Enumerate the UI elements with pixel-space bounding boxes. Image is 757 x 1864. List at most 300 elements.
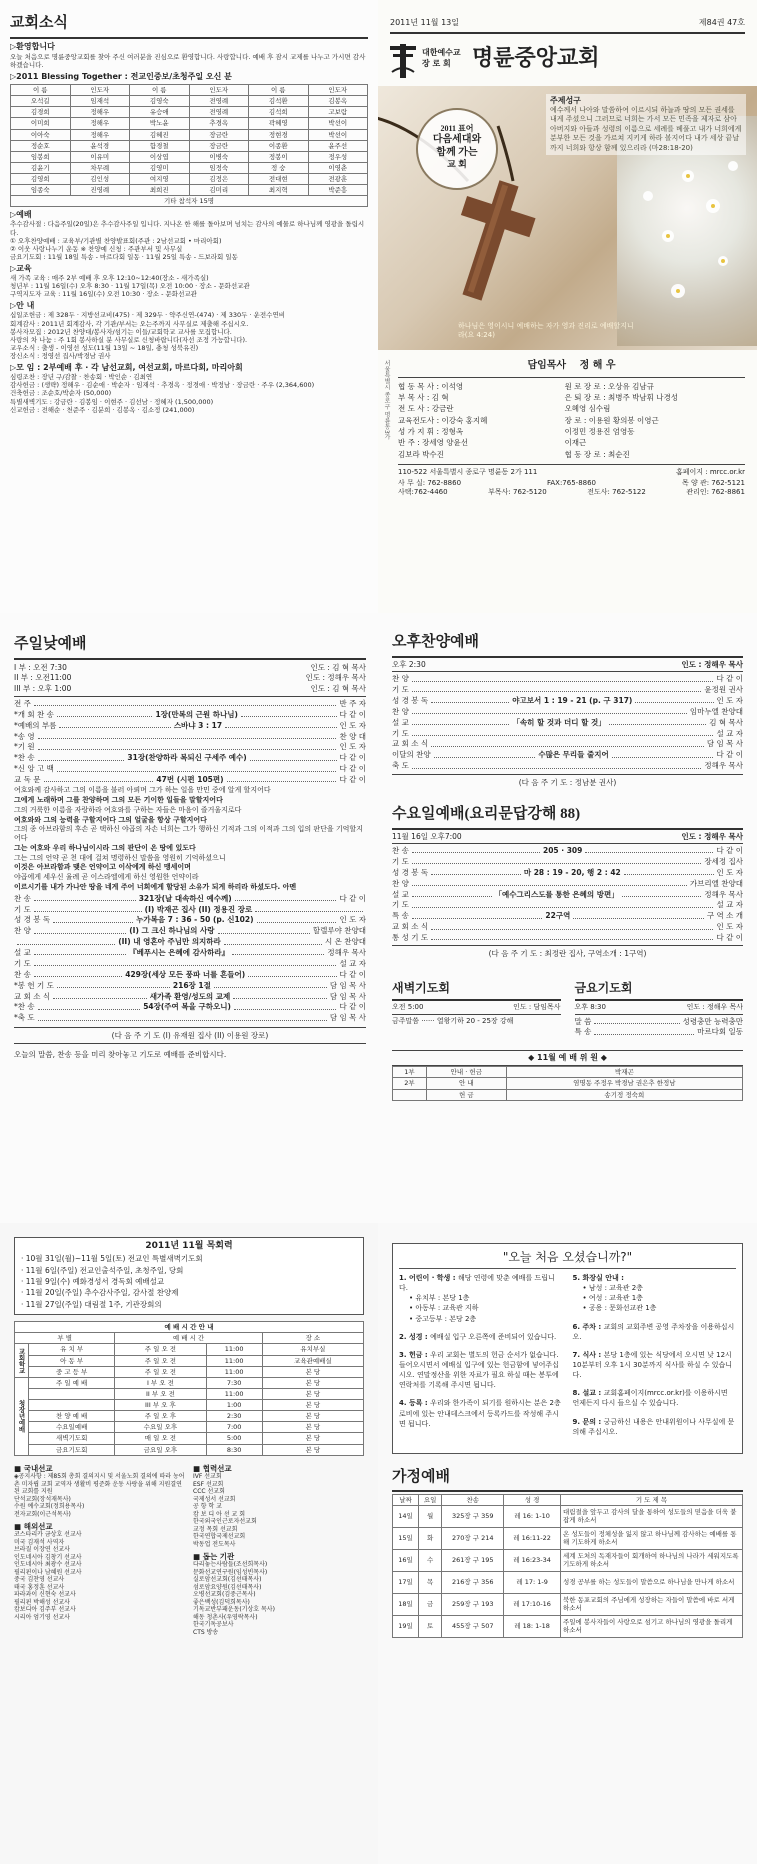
sunday-order-item-dots [59,727,170,728]
sunday-order2-item-label: *봉 헌 기 도 [14,980,54,990]
blessing-cell: 김미리 [189,185,249,196]
schedule-cell: 교육관예배실 [262,1355,363,1366]
blessing-table-header [11,85,368,96]
blessing-row [11,118,368,129]
sunday-order-item-label: *송 영 [14,731,35,741]
staff-right: 오혜영 심수림 [564,404,611,414]
blessing-row [11,96,368,107]
friday-title: 금요기도회 [574,980,633,995]
family-cell: 261장 구 195 [442,1549,504,1571]
afternoon-order-item-label: 찬 양 [392,674,409,684]
committee-cell: 박재곤 [506,1067,742,1078]
family-worship-table [392,1494,743,1638]
sunday-order2-item [14,959,366,968]
mission-item: 필리핀이나 남혜원 선교사 [14,1568,82,1576]
schedule-cell: 5:00 [206,1433,262,1444]
blessing-cell: 김혜진 [130,129,190,140]
family-cell: 455장 구 507 [442,1615,504,1637]
agency-title: ■ 돕는 기관 [193,1552,235,1561]
dawn-note: 금주말씀 ······ 열왕기하 20 - 25장 강해 [392,1016,514,1025]
meeting-item: 심령조찬 : 장년 구/감찰 · 찬송회 · 박인순 · 김최연 [10,373,153,382]
committee-cell: 안내 · 헌금 [426,1067,506,1078]
sunday-order2-item-person: 담 임 목 사 [329,991,367,1001]
calendar-panel [0,1223,378,1864]
wednesday-order-item-person: 인 도 자 [716,867,744,877]
sunday-order2-item-person: 할렐루야 찬양대 [312,926,366,936]
wednesday-next-prayer: (다 음 주 기 도 : 최정란 집사, 구역소개 : 1구역) [488,949,647,959]
mission-item: 코스타리카 금상호 선교사 [14,1531,82,1539]
first-visit-bullet: • 중고등부 : 본당 2층 [409,1314,477,1323]
first-visit-item-head: 4. 등록 : [399,1399,431,1408]
schedule-cell: III 부 오 후 [115,1400,206,1411]
agency-item: 오병선교회(김중근목사) [193,1591,256,1599]
mission-item: 인도네시아 김창기 선교사 [14,1553,82,1561]
blessing-cell: 최희진 [130,185,190,196]
sunday-order-item [14,710,366,719]
wednesday-order [392,846,743,942]
contact-item: 전도사: 762-5122 [587,487,646,496]
staff-left: 반 주 : 장세영 양윤선 [398,438,469,448]
sunday-order-item-content: 47번 (시편 105편) [156,775,224,784]
blessing-cell: 여지영 [130,174,190,185]
cover-date: 2011년 11월 13일 [390,18,459,27]
meeting-item: 특별새벽기도 : 강금란 · 김봉임 · 이현주 · 김선남 · 정혜자 (1,500,000) [10,397,214,406]
sunday-order2-item-dots [34,965,337,966]
afternoon-order-item-dots2 [609,724,707,725]
blessing-cell: 장금란 [189,140,249,151]
sunday-order-item [14,753,366,762]
mission-item: 미국 김재석 사역자 [14,1538,65,1546]
sunday-order2-item [14,1002,366,1011]
schedule-cell: 주 일 오 전 [115,1355,206,1366]
blessing-cell: 정현경 [249,129,309,140]
sunday-order2-item-dots [53,998,147,999]
blessing-cell: 김윤기 [11,162,71,173]
sunday-order2-item-content: (II) 내 영혼아 주님만 의지하라 [118,937,221,947]
worship-item: 금요기도회 : 11월 18일 특송 - 마르다회 일동 · 11월 25일 특송 - 드보라회 일동 [10,252,238,261]
wednesday-order-item-label: 기 도 [392,900,409,910]
committee-cell: 1부 [393,1067,427,1078]
responsive-line: 그의 종 아브라함의 후손 곧 택하신 야곱의 자손 너희는 그가 행하신 기적과 그의 이적과 그의 입의 판단을 기억할지어다 [14,825,363,843]
afternoon-worship-panel [378,613,757,1223]
wednesday-order-item-person: 가브리엘 찬양대 [689,878,743,888]
afternoon-order-item [392,750,743,759]
family-cell: 온 성도들이 정체성을 잃지 않고 하나님께 감사하는 예배를 통해 기도하게 하소서 [561,1527,743,1549]
sunday-order2-item-dots [34,911,142,912]
schedule-cell: II 부 오 전 [115,1388,206,1399]
family-worship-title: 가정예배 [392,1468,450,1485]
friday-divider [575,999,744,1001]
domestic-item: ◈공지사항 : 제85회 총회 결의지시 및 서울노회 결의에 따라 농어촌 미자립 교회 교역자 생활비 평준화 운동 사랑을 위해 지원결연된 교회를 지원 [14,1473,185,1495]
sunday-order2-item-dots [34,933,126,934]
family-header-cell: 성 경 [504,1494,561,1505]
wednesday-order-item [392,922,743,931]
calendar-item: · 11월 9일(수) 예화경성서 경독회 예배설교 [21,1277,165,1286]
committee-cell: 염명동 주정우 박경남 권은추 한정남 [506,1078,742,1089]
blessing-cell: 김경희 [11,107,71,118]
sunday-order-item-dots [38,749,337,750]
news-title: 교회소식 [10,15,68,31]
schedule-title: 예 배 시 간 안 내 [15,1322,364,1333]
afternoon-order-item-dots [431,702,509,703]
schedule-header-cell: 예 배 시 간 [115,1333,262,1344]
afternoon-order-item-label: 성 경 봉 독 [392,695,429,705]
agency-item: 한국기독공보사 [193,1621,234,1629]
first-visit-item [399,1273,563,1324]
staff-row [398,382,745,391]
blessing-cell: 정 숭 [249,162,309,173]
blessing-row [11,162,368,173]
first-visit-bullet: • 유치부 : 본당 1층 [409,1294,470,1303]
sunday-order-item-dots2 [227,781,337,782]
mission-item: 시리아 엄기영 선교사 [14,1613,70,1621]
afternoon-order-item-label: 축 도 [392,761,409,771]
afternoon-order-item-label: 기 도 [392,728,409,738]
calendar-item: · 10월 31일(월)~11월 5일(토) 전교인 특별새벽기도회 [21,1254,203,1264]
first-visit-item [573,1350,737,1380]
worship-item: 추수감사절 : 다음주일(20일)은 추수감사주일 입니다. 지나온 한 해를 돌아보며 넘치는 감사의 예물로 하나님께 영광을 돌립시다. [10,220,365,237]
schedule-cell: 새벽기도회 [29,1433,115,1444]
wednesday-bottom-rule [392,945,743,946]
welcome-heading: ▷환영합니다 [10,41,55,51]
cover-volume: 제84권 47호 [698,18,745,27]
blessing-header-cell: 이 름 [11,85,71,96]
worship-item: ② 이웃 사랑나누기 운동 ※ 찬양예 신청 : 주관부서 및 사무실 [10,244,183,253]
wednesday-order-item-person: 다 같 이 [716,933,743,942]
blessing-cell: 함경철 [130,140,190,151]
agency-list [193,1561,364,1636]
meetings-heading: ▷모 임 : 2부예배 후 · 각 남선교회, 여선교회, 마르다회, 마리아회 [10,363,243,373]
sunday-order-item-label: 교 독 문 [14,775,41,784]
wednesday-order-item-label: 설 교 [392,889,409,899]
sunday-order-item [14,775,366,784]
first-visit-item-head: 6. 주차 : [572,1322,604,1331]
sunday-order2-item-person: 인 도 자 [339,915,366,925]
wednesday-order-item-dots [431,929,713,930]
staff-left: 김보라 박수진 [398,449,444,459]
responsive-line: 그의 거룩한 이름을 자랑하라 여호와를 구하는 자들은 마음이 즐거울지로다 [14,805,242,814]
agency-item: 기독교반부패운동(기상호 목사) [193,1606,275,1614]
staff-right: 은 퇴 장 로 : 최병주 박남휘 나경성 [564,392,678,402]
schedule-cell: 주 일 오 후 [115,1411,206,1422]
first-visit-item [399,1350,563,1391]
first-visit-left [399,1273,563,1437]
dawn-time: 오전 5:00 [392,1002,424,1011]
sunday-order-item-dots [38,760,125,761]
schedule-cell: 11:00 [206,1366,262,1377]
family-cell: 성경 공부를 하는 성도들이 말씀으로 하나님을 만나게 하소서 [561,1571,743,1593]
blessing-cell: 이상엽 [130,151,190,162]
sunday-order-item [14,721,366,730]
afternoon-order-item-person: 다 같 이 [716,674,743,684]
contact-item: 목 양 관: 762-5121 [681,478,745,487]
sunday-footer-rule [14,1043,366,1044]
blessing-cell: 이종환 [249,140,309,151]
wednesday-order-item-dots [412,863,702,864]
calendar-items [21,1254,357,1309]
family-row [393,1527,743,1549]
sunday-order2-item-dots [17,944,115,945]
blessing-cell: 진영례 [70,185,130,196]
contact-row [398,488,745,497]
first-visit-item [573,1273,737,1314]
schedule-cell: 아 동 부 [29,1355,115,1366]
family-cell: 259장 구 193 [442,1593,504,1615]
welcome-text: 오늘 처음으로 명륜중앙교회를 찾아 주신 여러분을 진심으로 환영합니다. 사랑합니다. 예배 후 잠시 교제를 나누고 가시면 감사하겠습니다. [10,52,366,69]
agency-item: 문화선교연구원(임성빈목사) [193,1568,268,1576]
committee-cell: 헌 금 [426,1089,506,1100]
blessing-cell: 정해우 [70,129,130,140]
service-row [14,673,366,682]
afternoon-order-item-person: 정해우 목사 [704,761,743,771]
committee-title: ◆ 11월 예 배 위 원 ◆ [392,1050,743,1066]
notice-item: 회계감사 : 2011년 회계감사, 각 기관/부서는 오는주까지 사무실로 제출해 주십시오. [10,319,249,328]
family-row [393,1505,743,1527]
blessing-cell: 이유미 [70,151,130,162]
blessing-cell: 전대현 [249,174,309,185]
notice-item: 십일조헌금 : 제 328두 · 지방선교비(475) · 제 329두 · 약주신연-(474) · 제 330두 · 운전수연비 [10,311,286,320]
staff-row [398,427,745,436]
wednesday-order-item [392,879,743,888]
sunday-order2-item-person: 다 같 이 [339,1002,366,1012]
sunday-order2-item-dots [34,976,122,977]
blessing-cell: 차무례 [70,162,130,173]
committee-cell [393,1089,427,1100]
family-cell: 북한 동포교회의 주님에게 성장하는 자들이 말씀에 바로 서게 하소서 [561,1593,743,1615]
partner-item: 캄 보 디 아 선 교 회 [193,1510,246,1518]
domestic-item: 수원 예수교회(정희용목사) [14,1503,85,1510]
cover-side-text: 서울특별시 종로구 명륜동3가 [383,360,390,440]
schedule-cell: 7:00 [206,1422,262,1433]
first-visit-item-head: 7. 식사 : [572,1350,604,1359]
blessing-header-cell: 이 름 [249,85,309,96]
afternoon-order-item [392,674,743,683]
sunday-order-item-person: 인 도 자 [339,720,367,730]
sunday-order-item-label: *찬 송 [14,753,35,763]
denomination-line1: 대한예수교 [422,48,461,57]
blessing-header-cell: 인도자 [70,85,130,96]
staff-row [398,393,745,402]
family-cell: 레 17: 1-9 [504,1571,561,1593]
sunday-next-prayer: (다 음 주 기 도 (I) 유재원 집사 (II) 이용원 장로) [111,1030,269,1040]
friday-time: 오후 8:30 [574,1002,606,1011]
responsive-line: 이것은 아브라함과 맺은 언약이고 이삭에게 하신 맹세이며 [14,863,191,872]
notice-item: 장신소식 : 정영선 집사/박경남 권사 [10,352,111,360]
family-cell: 화 [419,1527,442,1549]
blessing-header-cell: 이 름 [130,85,190,96]
sunday-order-item-dots [57,716,153,717]
sunday-order2-item-label: 찬 양 [14,926,31,936]
cover-photo [378,86,757,350]
first-visit-item-head: 1. 어린이 · 학생 : [399,1274,458,1282]
blessing-cell: 전영례 [189,107,249,118]
afternoon-next-prayer: (다 음 주 기 도 : 정남분 권사) [518,777,617,787]
sunday-order-item-dots2 [225,727,336,728]
schedule-cell [29,1388,115,1399]
friday-item [575,1027,744,1036]
sunday-order2-item-dots2 [248,976,336,977]
notice-item: 사랑의 차 나눔 : 주 1회 봉사하실 분 사무실로 신청바랍니다(자선 조정 가능합니다). [10,335,248,344]
staff-right: 장 로 : 이용원 황의봉 이영근 [564,415,659,425]
calendar-title: 2011년 11월 목회력 [145,1241,233,1251]
blessing-header-cell: 인도자 [189,85,249,96]
worship-items [10,220,368,261]
friday-item-dots [594,1023,679,1024]
wednesday-order-item-person: 인 도 자 [716,922,743,932]
committee-cell: 안 내 [426,1078,506,1089]
calendar-item: · 11월 20일(주일) 추수감사주일, 감사절 찬양제 [21,1288,179,1298]
church-name: 명륜중앙교회 [472,45,600,70]
partner-item: 한국외국인근로자선교회 [193,1518,257,1525]
wednesday-order-item-dots [431,874,521,875]
motto-line2: 함께 가는 [436,146,478,158]
sunday-order2-item-dots2 [234,1009,337,1010]
first-visit-item [399,1398,563,1428]
mission-item: 중국 김찬영 선교사 [14,1576,65,1584]
afternoon-order-item-dots [412,768,702,769]
sunday-order-item-person: 다 같 이 [339,775,366,784]
worship-item: ① 오후찬양예배 : 교육부/기관별 찬양발표회(주관 : 2남선교회 • 마리아회) [10,236,222,245]
staff-divider [398,377,745,378]
blessing-cell: 김영희 [11,174,71,185]
sunday-order2-item [14,992,366,1001]
sunday-order2-item-person: 담 임 목 사 [329,980,367,990]
first-visit-item-head: 9. 문의 : [572,1417,604,1426]
committee-row [393,1089,743,1100]
blessing-table [10,84,368,207]
meeting-item: 건축헌금 : 조순호/박순자 (50,000) [10,389,112,398]
sunday-order2-item-label: 찬 송 [14,893,31,903]
blessing-cell: 곽혜영 [249,118,309,129]
mission-item: 필리핀 박해성 선교사 [14,1598,70,1606]
afternoon-divider [392,656,743,658]
service-time: I 부 : 오전 7:30 [14,662,67,672]
notice-items [10,311,368,360]
sunday-order-item-dots [38,738,337,739]
afternoon-order-item-person: 담 임 목 사 [706,739,743,749]
sunday-order-item-content: 스바냐 3 : 17 [173,720,223,730]
contact-item: 사택:762-4460 [398,487,448,496]
calendar-item: · 11월 6일(주일) 전교인출석주일, 초청주일, 당회 [21,1265,184,1275]
sunday-services [14,663,366,693]
sunday-order2 [14,894,366,1023]
friday-item-dots [594,1034,694,1035]
blessing-row [11,151,368,162]
wednesday-order-item-person: 장세정 집사 [704,856,743,866]
schedule-cell: 본 당 [262,1433,363,1444]
blessing-cell: 박노윤 [130,118,190,129]
family-header-cell: 요일 [419,1494,442,1505]
afternoon-order-item [392,696,743,705]
wednesday-order-item-label: 통 성 기 도 [392,933,429,942]
schedule-row [15,1344,364,1355]
family-cell: 월 [419,1505,442,1527]
education-item: 새 가족 교육 : 매주 2부 예배 후 오후 12:10~12:40(장소 - 새가족실) [10,274,209,282]
sunday-order2-item-content: 54장(주여 복을 구하오니) [143,1002,231,1012]
staff-left: 전 도 사 : 강금란 [398,404,454,414]
blessing-cell: 윤주선 [308,140,368,151]
wednesday-order-item-person: 정해우 목사 [704,889,743,899]
agency-item: CTS 방송 [193,1628,219,1636]
blessing-cell: 윤석경 [70,140,130,151]
family-cell: 14일 [393,1505,419,1527]
sunday-order2-item-label: 찬 송 [14,969,31,979]
schedule-row [15,1444,364,1455]
blessing-cell: 김봉옥 [308,96,368,107]
sunday-order-item-label: 전 주 [14,698,31,708]
blessing-cell: 김석희 [249,107,309,118]
partner-item: CCC 선교회 [193,1488,225,1495]
friday-leader: 인도 : 정해우 목사 [686,1002,743,1011]
afternoon-time: 오후 2:30 [392,659,426,669]
wednesday-order-item-person: 다 같 이 [716,846,743,855]
motto-year: 2011 표어 [440,124,474,133]
schedule-row [15,1400,364,1411]
motto-badge [416,108,498,190]
wednesday-order-item-label: 교 회 소 식 [392,922,429,932]
afternoon-order-item-label: 기 도 [392,685,409,694]
schedule-row [15,1433,364,1444]
afternoon-title: 오후찬양예배 [392,634,479,650]
news-divider [10,37,368,39]
sunday-order2-item [14,970,366,979]
sunday-order2-item-person: 시 온 찬양대 [325,937,367,947]
family-cell: 레 18: 1-18 [504,1615,561,1637]
first-visit-item-head: 8. 설교 : [572,1389,604,1398]
contact-item: 사 무 실: 762-8860 [398,478,462,487]
afternoon-order-item-dots [434,757,536,758]
first-visit-right [573,1273,737,1445]
wednesday-leader: 인도 : 정해우 목사 [681,831,743,841]
blessing-cell: 김석환 [249,96,309,107]
schedule-cell: 금요기도회 [29,1444,115,1455]
schedule-row [15,1388,364,1399]
blessing-cell: 임정숙 [189,162,249,173]
schedule-cell: 본 당 [262,1411,363,1422]
sunday-title: 주일낮예배 [14,636,87,652]
schedule-cell: 중 고 등 부 [29,1366,115,1377]
wednesday-sub-divider [392,843,743,844]
friday-item-label: 말 씀 [574,1016,592,1026]
wednesday-order-item-dots2 [573,918,704,919]
afternoon-order-item [392,685,743,694]
sunday-order2-item-dots2 [232,954,324,955]
calendar-item: · 11월 27일(주일) 대림절 1주, 기관장회의 [21,1299,162,1309]
schedule-header-cell: 부 별 [15,1333,115,1344]
afternoon-order-item [392,739,743,748]
schedule-cell: 매 일 오 전 [115,1433,206,1444]
wednesday-order-item-content: 마 28 : 19 - 20, 행 2 : 42 [523,867,621,877]
blessing-cell: 고보람 [308,107,368,118]
sunday-order2-item-dots2 [214,987,327,988]
wednesday-title: 수요일예배(요리문답강해 88) [392,805,581,822]
schedule-row [15,1366,364,1377]
blessing-footer: 기타 참석자 15명 [11,196,368,207]
blessing-cell: 박선이 [308,129,368,140]
sunday-order2-item-dots2 [257,922,337,923]
first-visit-bullet: • 아동부 : 교육관 지하 [409,1304,479,1313]
sunday-order-item-person: 반 주 자 [339,698,366,708]
sunday-order-item-person: 다 같 이 [339,764,366,774]
partner-item: IVF 선교회 [193,1473,222,1480]
agency-item: 섬로암요양원(김선태목사) [193,1583,262,1591]
sunday-order2-item [14,937,366,946]
schedule-cell: 금요일 오후 [115,1444,206,1455]
wednesday-order-item-label: 기 도 [392,856,409,866]
schedule-table [14,1321,364,1456]
sunday-order-item [14,742,366,751]
wednesday-order-item-content: 205 · 309 [542,846,583,855]
